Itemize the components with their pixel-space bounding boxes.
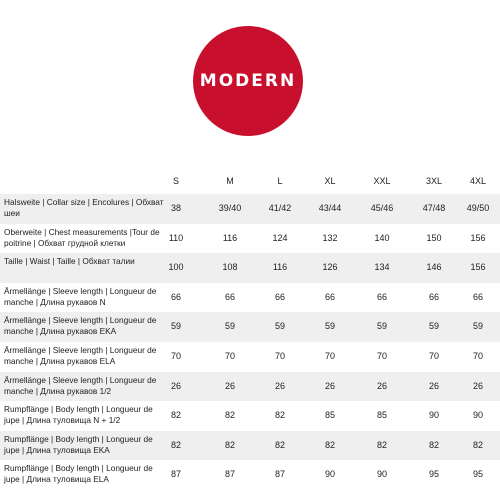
table-cell: 90 — [472, 410, 483, 421]
table-cell: 70 — [428, 350, 439, 361]
table-cell: 26 — [224, 380, 235, 391]
table-cell: 43/44 — [318, 203, 342, 213]
table-cell: 90 — [324, 469, 335, 480]
table-row — [0, 401, 500, 431]
table-cell: 59 — [472, 321, 483, 332]
table-row — [0, 460, 500, 490]
size-label-4xl: 4XL — [469, 176, 486, 186]
table-cell: 87 — [170, 469, 181, 480]
row-label: Taille | Waist | Taille | Обхват талии — [4, 256, 135, 267]
size-label-xxl: XXL — [373, 176, 391, 186]
table-cell: 124 — [272, 232, 288, 243]
table-cell: 82 — [274, 410, 285, 421]
table-cell: 95 — [472, 469, 483, 480]
table-cell: 41/42 — [268, 203, 292, 213]
row-label: Ärmellänge | Sleeve length | Longueur de manche | Длина рукавов 1/2 — [4, 374, 157, 396]
table-cell: 39/40 — [218, 203, 242, 213]
table-cell: 87 — [274, 469, 285, 480]
table-cell: 70 — [376, 350, 387, 361]
table-cell: 140 — [374, 232, 390, 243]
size-label-l: L — [277, 176, 283, 186]
table-cell: 82 — [472, 439, 483, 450]
table-cell: 70 — [472, 350, 483, 361]
table-cell: 26 — [324, 380, 335, 391]
size-label-3xl: 3XL — [425, 176, 442, 186]
size-label-xl: XL — [324, 176, 336, 186]
table-cell: 66 — [170, 291, 181, 302]
table-cell: 82 — [376, 439, 387, 450]
table-cell: 66 — [274, 291, 285, 302]
table-cell: 26 — [472, 380, 483, 391]
row-label: Oberweite | Chest measurements |Tour de poitrine | Обхват грудной клетки — [4, 226, 160, 248]
table-cell: 82 — [428, 439, 439, 450]
table-cell: 85 — [376, 410, 387, 421]
row-label: Ärmellänge | Sleeve length | Longueur de manche | Длина рукавов ELA — [4, 344, 157, 366]
table-cell: 66 — [428, 291, 439, 302]
table-cell: 82 — [324, 439, 335, 450]
table-cell: 66 — [324, 291, 335, 302]
table-cell: 90 — [428, 410, 439, 421]
table-cell: 132 — [322, 232, 338, 243]
table-cell: 134 — [374, 262, 390, 273]
table-cell: 150 — [426, 232, 442, 243]
table-cell: 108 — [222, 262, 238, 273]
table-cell: 82 — [170, 410, 181, 421]
table-cell: 90 — [376, 469, 387, 480]
table-cell: 70 — [170, 350, 181, 361]
table-cell: 82 — [170, 439, 181, 450]
size-table — [0, 194, 500, 490]
row-label: Rumpflänge | Body length | Longueur de jupe | Длина туловища ELA — [4, 463, 153, 485]
table-cell: 116 — [272, 262, 288, 273]
table-cell: 26 — [274, 380, 285, 391]
table-cell: 95 — [428, 469, 439, 480]
table-row — [0, 283, 500, 313]
table-row — [0, 342, 500, 372]
table-cell: 70 — [324, 350, 335, 361]
size-label-s: S — [172, 176, 179, 186]
table-cell: 82 — [224, 439, 235, 450]
table-cell: 59 — [324, 321, 335, 332]
table-cell: 26 — [376, 380, 387, 391]
table-cell: 59 — [224, 321, 235, 332]
table-cell: 47/48 — [422, 203, 446, 213]
modern-badge — [193, 26, 303, 136]
table-cell: 82 — [274, 439, 285, 450]
table-cell: 66 — [376, 291, 387, 302]
table-cell: 59 — [274, 321, 285, 332]
table-row — [0, 224, 500, 254]
table-cell: 49/50 — [466, 203, 490, 213]
row-label: Rumpflänge | Body length | Longueur de jupe | Длина туловища N + 1/2 — [4, 404, 153, 426]
badge-label: MODERN — [199, 71, 297, 91]
table-cell: 156 — [470, 232, 486, 243]
table-cell: 45/46 — [370, 203, 394, 213]
table-row — [0, 431, 500, 461]
size-header-row — [0, 172, 500, 192]
table-row — [0, 194, 500, 224]
table-cell: 70 — [274, 350, 285, 361]
table-cell: 82 — [224, 410, 235, 421]
table-cell: 87 — [224, 469, 235, 480]
table-row — [0, 253, 500, 283]
table-row — [0, 312, 500, 342]
table-cell: 59 — [170, 321, 181, 332]
row-label: Halsweite | Collar size | Encolures | Обхват шеи — [4, 197, 164, 218]
table-cell: 26 — [428, 380, 439, 391]
table-cell: 100 — [168, 262, 184, 273]
row-label: Ärmellänge | Sleeve length | Longueur de manche | Длина рукавов N — [4, 285, 157, 307]
table-cell: 66 — [224, 291, 235, 302]
row-label: Rumpflänge | Body length | Longueur de jupe | Длина туловища EKA — [4, 433, 153, 455]
table-cell: 146 — [426, 262, 442, 273]
table-row — [0, 372, 500, 402]
row-label: Ärmellänge | Sleeve length | Longueur de manche | Длина рукавов EKA — [4, 315, 157, 337]
table-cell: 59 — [428, 321, 439, 332]
table-cell: 110 — [168, 232, 184, 243]
table-cell: 116 — [222, 232, 238, 243]
table-cell: 156 — [470, 262, 486, 273]
table-cell: 70 — [224, 350, 235, 361]
table-cell: 38 — [170, 203, 181, 213]
table-cell: 66 — [472, 291, 483, 302]
size-label-m: M — [226, 176, 234, 186]
table-cell: 85 — [324, 410, 335, 421]
table-cell: 126 — [322, 262, 338, 273]
table-cell: 26 — [170, 380, 181, 391]
table-cell: 59 — [376, 321, 387, 332]
